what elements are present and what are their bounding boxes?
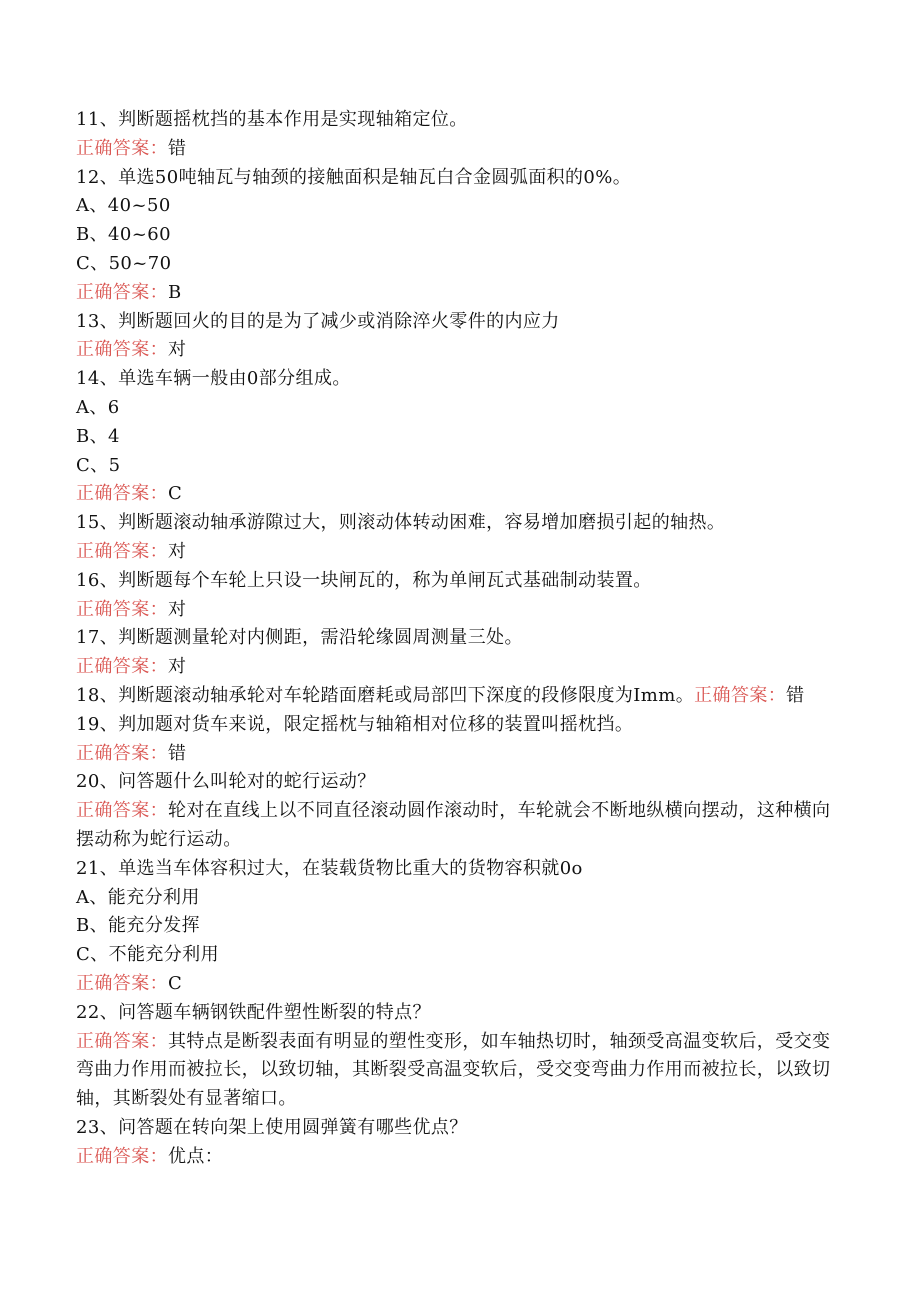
answer-value: 对: [168, 339, 187, 361]
answer-19: [76, 740, 846, 769]
option-21-b: B、能充分发挥: [76, 915, 201, 937]
answer-label: 正确答案：: [76, 800, 168, 822]
answer-23: [76, 1143, 846, 1172]
answer-14: [76, 480, 846, 509]
answer-11: [76, 135, 846, 164]
question-18: [76, 682, 846, 711]
option-12-c: C、50~70: [76, 252, 172, 274]
answer-label: 正确答案：: [76, 137, 168, 159]
answer-value: C: [168, 972, 183, 994]
answer-label: 正确答案：: [76, 1145, 168, 1167]
question-19: 19、判加题对货车来说，限定摇枕与轴箱相对位移的装置叫摇枕挡。: [76, 713, 634, 735]
answer-22: [76, 1028, 846, 1114]
answer-label: 正确答案：: [76, 742, 168, 764]
answer-13: [76, 336, 846, 365]
answer-value: 对: [168, 540, 187, 562]
answer-value: 轮对在直线上以不同直径滚动圆作滚动时，车轮就会不断地纵横向摆动，这种横向摆动称为蛇行运动。: [76, 800, 831, 850]
option-14-b: B、4: [76, 425, 120, 447]
answer-label: 正确答案：: [76, 972, 168, 994]
answer-21: [76, 970, 846, 999]
question-22: 22、问答题车辆钢铁配件塑性断裂的特点？: [76, 1001, 431, 1023]
answer-label: 正确答案：: [76, 598, 168, 620]
question-14: 14、单选车辆一般由0部分组成。: [76, 368, 351, 390]
question-16: 16、判断题每个车轮上只设一块闸瓦的，称为单闸瓦式基础制动装置。: [76, 569, 652, 591]
answer-value: 其特点是断裂表面有明显的塑性变形，如车轴热切时，轴颈受高温变软后，受交变弯曲力作用而被拉长，以致切轴，其断裂受高温变软后，受交变弯曲力作用而被拉长，以致切轴，其断裂处有显著缩口。: [76, 1030, 831, 1110]
answer-value: 错: [786, 684, 805, 706]
question-11: 11、判断题摇枕挡的基本作用是实现轴箱定位。: [76, 109, 468, 130]
answer-17: [76, 653, 846, 682]
answer-label: 正确答案：: [76, 1030, 168, 1052]
document-body: [76, 106, 846, 1171]
answer-label: 正确答案：: [76, 656, 168, 678]
option-14-c: C、5: [76, 454, 121, 476]
answer-value: 对: [168, 598, 187, 620]
answer-label: 正确答案：: [76, 339, 168, 361]
question-17: 17、判断题测量轮对内侧距，需沿轮缘圆周测量三处。: [76, 627, 523, 649]
question-12: 12、单选50吨轴瓦与轴颈的接触面积是轴瓦白合金圆弧面积的0%。: [76, 166, 632, 188]
question-21: 21、单选当车体容积过大，在装载货物比重大的货物容积就0o: [76, 857, 583, 879]
question-20: 20、问答题什么叫轮对的蛇行运动？: [76, 771, 376, 793]
question-13: 13、判断题回火的目的是为了减少或消除淬火零件的内应力: [76, 310, 560, 332]
answer-value: 优点：: [168, 1145, 224, 1167]
answer-label: 正确答案：: [694, 684, 787, 706]
question-15: 15、判断题滚动轴承游隙过大，则滚动体转动困难，容易增加磨损引起的轴热。: [76, 512, 726, 534]
answer-value: 错: [168, 137, 187, 159]
option-21-c: C、不能充分利用: [76, 944, 219, 966]
answer-value: 错: [168, 742, 187, 764]
answer-label: 正确答案：: [76, 540, 168, 562]
answer-16: [76, 596, 846, 625]
answer-value: 对: [168, 656, 187, 678]
question-23: 23、问答题在转向架上使用圆弹簧有哪些优点？: [76, 1116, 468, 1138]
option-12-b: B、40~60: [76, 224, 171, 246]
answer-label: 正确答案：: [76, 483, 168, 505]
question-18-text: 18、判断题滚动轴承轮对车轮踏面磨耗或局部凹下深度的段修限度为Imm。: [76, 684, 695, 706]
answer-label: 正确答案：: [76, 281, 168, 303]
answer-20: [76, 797, 846, 855]
answer-value: C: [168, 483, 183, 505]
answer-12: [76, 279, 846, 308]
option-12-a: A、40~50: [76, 195, 171, 217]
option-21-a: A、能充分利用: [76, 886, 200, 908]
option-14-a: A、6: [76, 396, 120, 418]
answer-15: [76, 538, 846, 567]
answer-value: B: [168, 281, 182, 303]
